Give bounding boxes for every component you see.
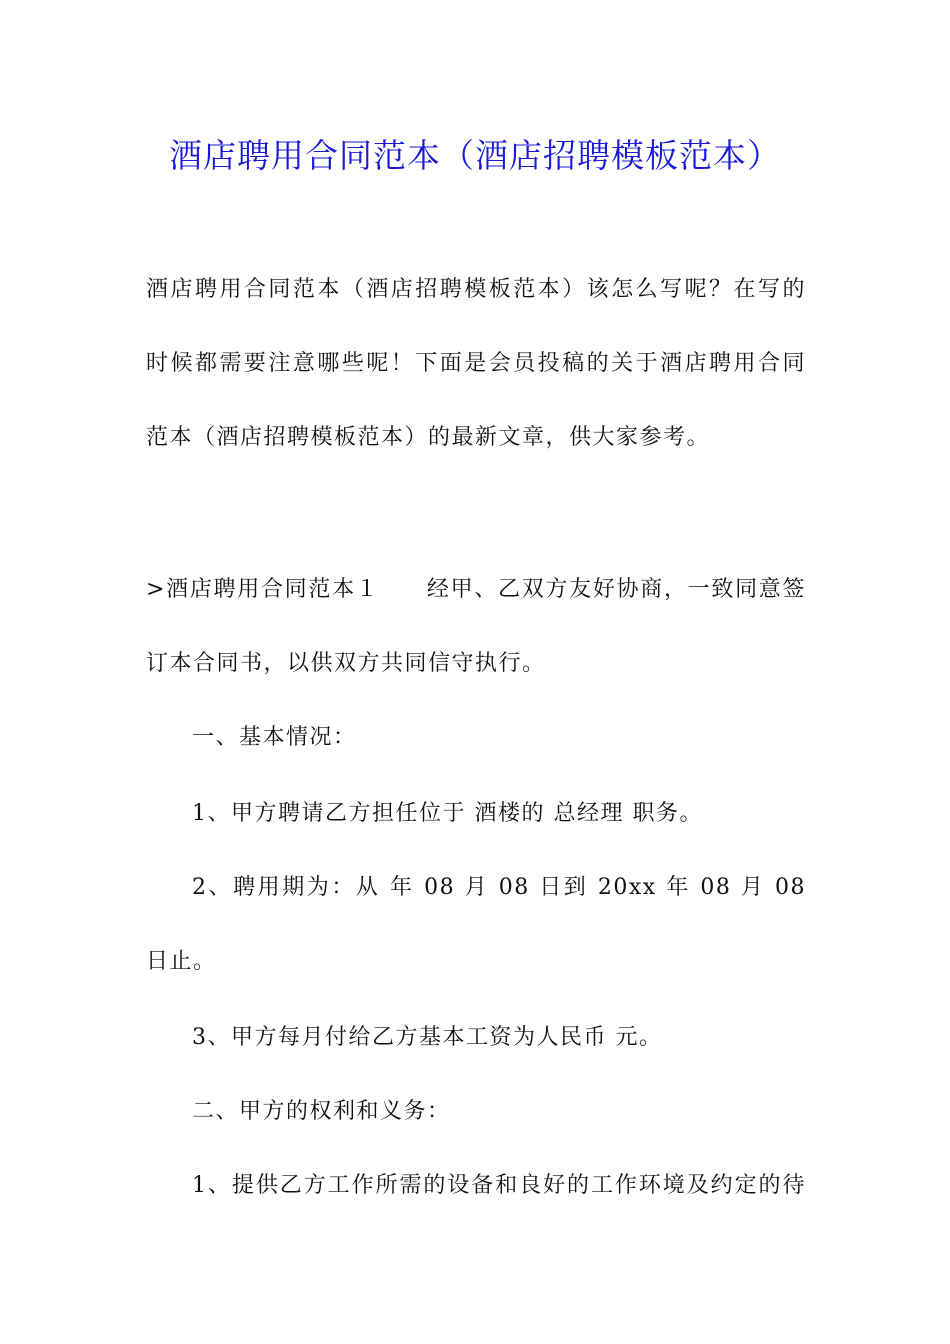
- document-title: 酒店聘用合同范本（酒店招聘模板范本）: [169, 136, 781, 175]
- basic-info-heading: 一、基本情况：: [192, 725, 357, 750]
- clause-1-2-line-1: 2、聘用期为：从 年 08 月 08 日到 20xx 年 08 月 08: [192, 875, 806, 900]
- clause-1-1: 1、甲方聘请乙方担任位于 酒楼的 总经理 职务。: [192, 801, 703, 826]
- section1-continuation: 订本合同书，以供双方共同信守执行。: [146, 651, 546, 676]
- clause-2-1: 1、提供乙方工作所需的设备和良好的工作环境及约定的待: [192, 1173, 806, 1198]
- section1-heading-line: >酒店聘用合同范本１ 经甲、乙双方友好协商，一致同意签: [146, 577, 806, 602]
- clause-1-3: 3、甲方每月付给乙方基本工资为人民币 元。: [192, 1025, 663, 1050]
- rights-heading: 二、甲方的权利和义务：: [192, 1099, 451, 1124]
- clause-1-2-line-2: 日止。: [146, 949, 217, 974]
- intro-line-2: 时候都需要注意哪些呢！下面是会员投稿的关于酒店聘用合同: [146, 351, 806, 376]
- intro-line-3: 范本（酒店招聘模板范本）的最新文章，供大家参考。: [146, 425, 711, 450]
- intro-line-1: 酒店聘用合同范本（酒店招聘模板范本）该怎么写呢？在写的: [146, 277, 806, 302]
